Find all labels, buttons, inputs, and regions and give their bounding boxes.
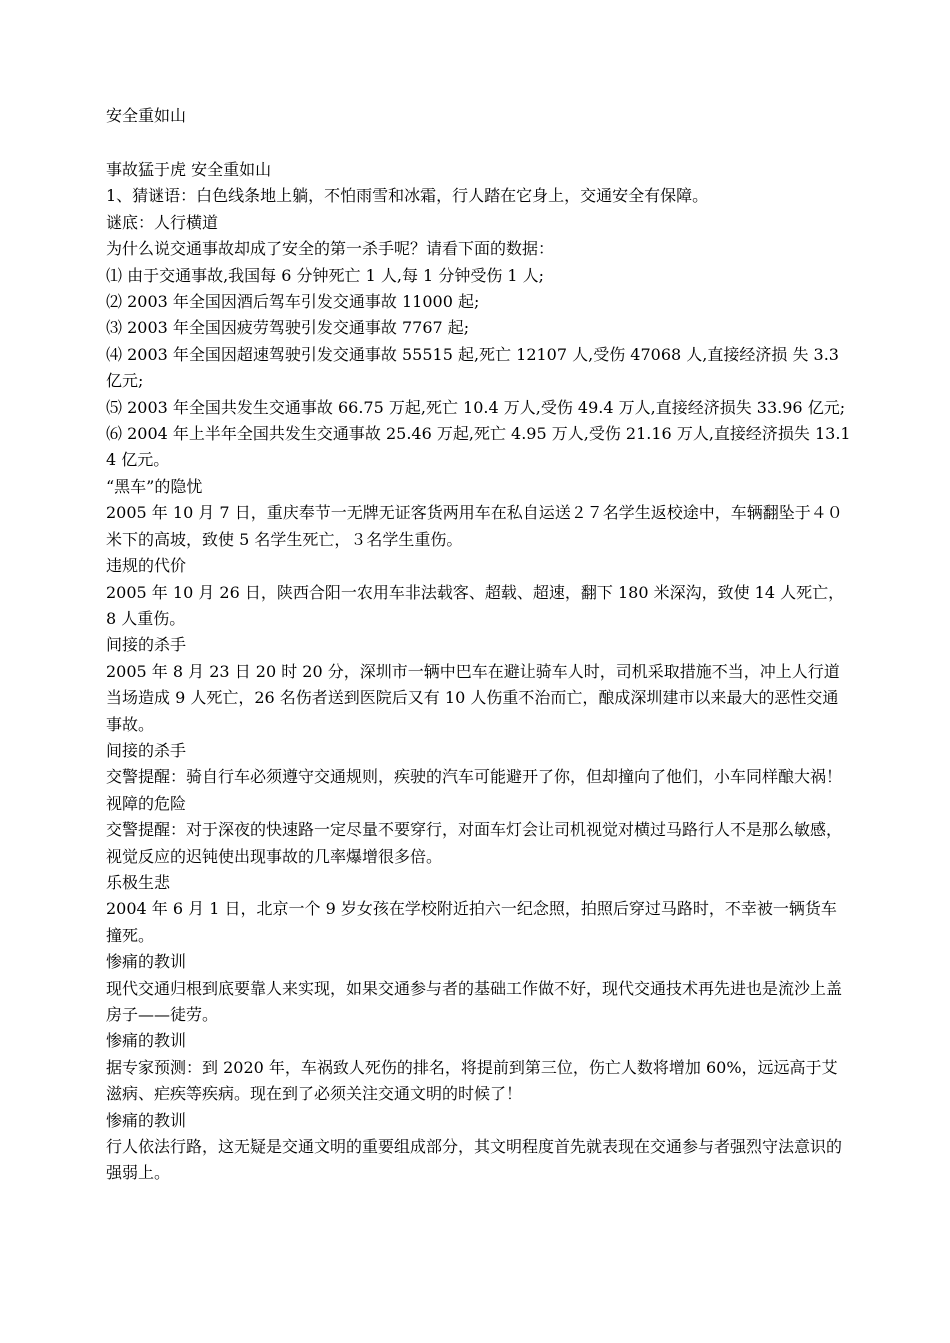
statistic-item: ⑴ 由于交通事故,我国每 6 分钟死亡 1 人,每 1 分钟受伤 1 人;: [106, 265, 545, 285]
section-heading: 间接的杀手: [106, 740, 187, 760]
section-heading: 惨痛的教训: [106, 1110, 187, 1130]
paragraph: 现代交通归根到底要靠人来实现，如果交通参与者的基础工作做不好，现代交通技术再先进也是流沙上盖房子——徒劳。: [106, 978, 843, 1024]
document-title: 安全重如山: [106, 106, 187, 125]
riddle-answer: 谜底：人行横道: [106, 212, 219, 232]
paragraph: 据专家预测：到 2020 年，车祸致人死伤的排名，将提前到第三位，伤亡人数将增加 60%，远远高于艾滋病、疟疾等疾病。现在到了必须关注交通文明的时候了！: [106, 1057, 838, 1104]
section-heading: 乐极生悲: [106, 872, 171, 892]
statistic-item: ⑹ 2004 年上半年全国共发生交通事故 25.46 万起,死亡 4.95 万人,受伤 21.16 万人,直接经济损失 13.14 亿元。: [106, 424, 851, 470]
paragraph: 2005 年 8 月 23 日 20 时 20 分，深圳市一辆中巴车在避让骑车人时，司机采取措施不当，冲上人行道当场造成 9 人死亡，26 名伤者送到医院后又有 10 人伤重不治而亡，酿成深圳建市以来最大的恶性交通事故。: [106, 661, 840, 734]
statistic-item: ⑷ 2003 年全国因超速驾驶引发交通事故 55515 起,死亡 12107 人,受伤 47068 人,直接经济损 失 3.3 亿元;: [106, 344, 839, 391]
section-heading: 违规的代价: [106, 556, 187, 576]
statistic-item: ⑸ 2003 年全国共发生交通事故 66.75 万起,死亡 10.4 万人,受伤 49.4 万人,直接经济损失 33.96 亿元;: [106, 397, 846, 417]
section-heading: 视障的危险: [106, 793, 187, 813]
paragraph: 交警提醒：对于深夜的快速路一定尽量不要穿行，对面车灯会让司机视觉对横过马路行人不是那么敏感，视觉反应的迟钝使出现事故的几率爆增很多倍。: [106, 820, 843, 866]
section-heading: 惨痛的教训: [106, 952, 187, 972]
section-heading: 事故猛于虎 安全重如山: [106, 160, 272, 179]
paragraph: 2005 年 10 月 7 日，重庆奉节一无牌无证客货两用车在私自运送２７名学生返校途中，车辆翻坠于４０米下的高坡，致使 5 名学生死亡，３名学生重伤。: [106, 503, 843, 549]
riddle-text: 1、猜谜语：白色线条地上躺，不怕雨雪和冰霜，行人踏在它身上，交通安全有保障。: [106, 186, 709, 206]
paragraph: 2004 年 6 月 1 日，北京一个 9 岁女孩在学校附近拍六一纪念照，拍照后穿过马路时，不幸被一辆货车撞死。: [106, 899, 837, 945]
document-body: [106, 157, 852, 1187]
section-heading: “黑车”的隐忧: [106, 476, 203, 496]
section-heading: 间接的杀手: [106, 635, 187, 655]
paragraph: 行人依法行路，这无疑是交通文明的重要组成部分，其文明程度首先就表现在交通参与者强烈守法意识的强弱上。: [106, 1137, 843, 1183]
statistic-item: ⑵ 2003 年全国因酒后驾车引发交通事故 11000 起;: [106, 292, 480, 312]
paragraph: 2005 年 10 月 26 日，陕西合阳一农用车非法载客、超载、超速，翻下 180 米深沟，致使 14 人死亡，8 人重伤。: [106, 582, 845, 628]
question-text: 为什么说交通事故却成了安全的第一杀手呢？请看下面的数据：: [106, 239, 555, 259]
section-heading: 惨痛的教训: [106, 1031, 187, 1051]
statistic-item: ⑶ 2003 年全国因疲劳驾驶引发交通事故 7767 起;: [106, 318, 470, 338]
paragraph: 交警提醒：骑自行车必须遵守交通规则，疾驶的汽车可能避开了你，但却撞向了他们，小车同样酿大祸！: [106, 767, 843, 787]
